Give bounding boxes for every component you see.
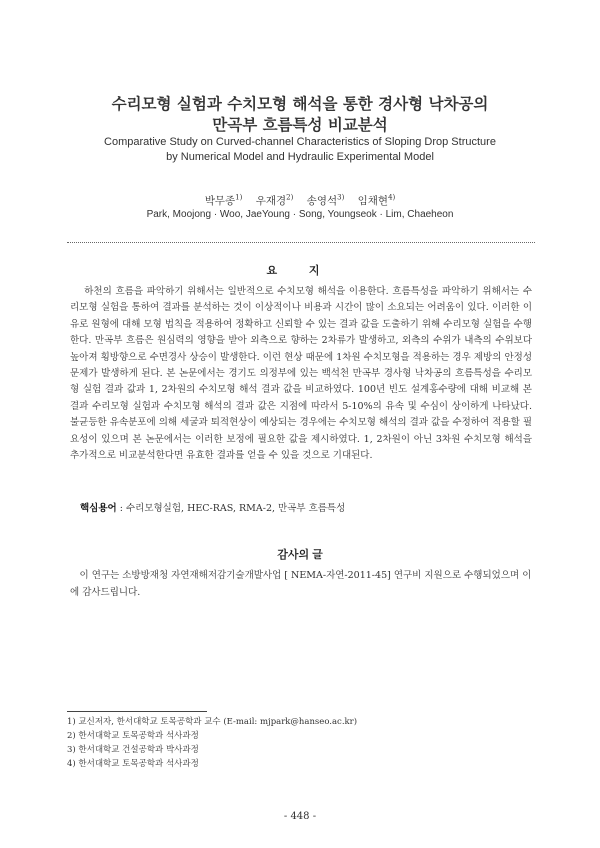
- acknowledgment-heading: 감사의 글: [277, 549, 323, 561]
- title-english-line1: Comparative Study on Curved-channel Characteristics of Sloping Drop Structure: [104, 136, 496, 148]
- authors-english: Park, Moojong · Woo, JaeYoung · Song, Youngseok · Lim, Chaeheon: [146, 209, 454, 220]
- keywords: [80, 500, 530, 514]
- keywords-list: 수리모형실험, HEC-RAS, RMA-2, 만곡부 흐름특성: [125, 503, 346, 514]
- author-name: 우재경: [255, 195, 287, 207]
- dotted-divider: [67, 242, 535, 243]
- footnote: 4) 한서대학교 토목공학과 석사과정: [67, 759, 199, 769]
- title-english-line2: by Numerical Model and Hydraulic Experimental Model: [166, 151, 434, 163]
- author-footnote-mark: 4): [388, 193, 396, 202]
- page-number: - 448 -: [283, 811, 317, 822]
- acknowledgment-body: 이 연구는 소방방재청 자연재해저감기술개발사업 [ NEMA-자연-2011-45] 연구비 지원으로 수행되었으며 이에 감사드립니다.: [70, 570, 532, 598]
- author-footnote-mark: 1): [235, 193, 243, 202]
- footnote: 2) 한서대학교 토목공학과 석사과정: [67, 731, 199, 741]
- authors-korean: [0, 193, 600, 208]
- keywords-label: 핵심용어: [80, 503, 117, 514]
- author-name: 임채현: [357, 195, 389, 207]
- abstract-heading: 요 지: [266, 264, 334, 277]
- title-korean-line2: 만곡부 흐름특성 비교분석: [212, 115, 388, 134]
- footnotes: [67, 715, 537, 771]
- title-korean-line1: 수리모형 실험과 수치모형 해석을 통한 경사형 낙차공의: [111, 94, 489, 113]
- author-name: 송영석: [306, 195, 338, 207]
- footnote: 1) 교신저자, 한서대학교 토목공학과 교수 (E-mail: mjpark@hanseo.ac.kr): [67, 717, 358, 727]
- author-footnote-mark: 3): [337, 193, 345, 202]
- author-footnote-mark: 2): [286, 193, 294, 202]
- keywords-separator: :: [116, 503, 126, 514]
- footnote: 3) 한서대학교 건설공학과 박사과정: [67, 745, 199, 755]
- author-name: 박무종: [204, 195, 236, 207]
- footnote-rule: [67, 711, 207, 712]
- abstract-body: 하천의 흐름을 파악하기 위해서는 일반적으로 수치모형 해석을 이용한다. 흐름특성을 파악하기 위해서는 수리모형 실험을 통하여 결과를 분석하는 것이 이상적이나 비용과 시간이 많이 소요되는 어려움이 있다. 이러한 이유로 원형에 대해 모형 법칙을 적용하여 정확하고 신뢰할 수 있는 결과 값을 도출하기 위해 수리모형 실험을 수행한다. 만곡부 흐름은 원심력의 영향을 받아 외측으로 향하는 2차류가 발생하고, 외측의 수위가 내측의 수위보다 높아져 횡방향으로 수면경사 상승이 발생한다. 이런 현상 때문에 1차원 수치모형을 적용하는 경우 제방의 안정성 문제가 발생하게 된다. 본 논문에서는 경기도 의정부에 있는 백석천 만곡부 경사형 낙차공의 흐름특성을 수리모형 실험 결과 값과 1, 2차원의 수치모형 해석 결과 값을 비교하였다. 100년 빈도 설계홍수량에 대해 비교해 본 결과 수리모형 실험과 수치모형 해석의 결과 값은 지점에 따라서 5-10%의 유속 및 수심이 상이하게 나타났다. 불균등한 유속분포에 의해 세굴과 퇴적현상이 예상되는 경우에는 수치모형 해석의 결과 값을 수정하여 적용할 필요성이 있으며 본 논문에서는 이러한 보정에 필요한 값을 제시하였다. 1, 2차원이 아닌 3차원 수치모형 해석을 추가적으로 비교분석한다면 유효한 결과를 얻을 수 있을 것으로 기대된다.: [70, 286, 532, 462]
